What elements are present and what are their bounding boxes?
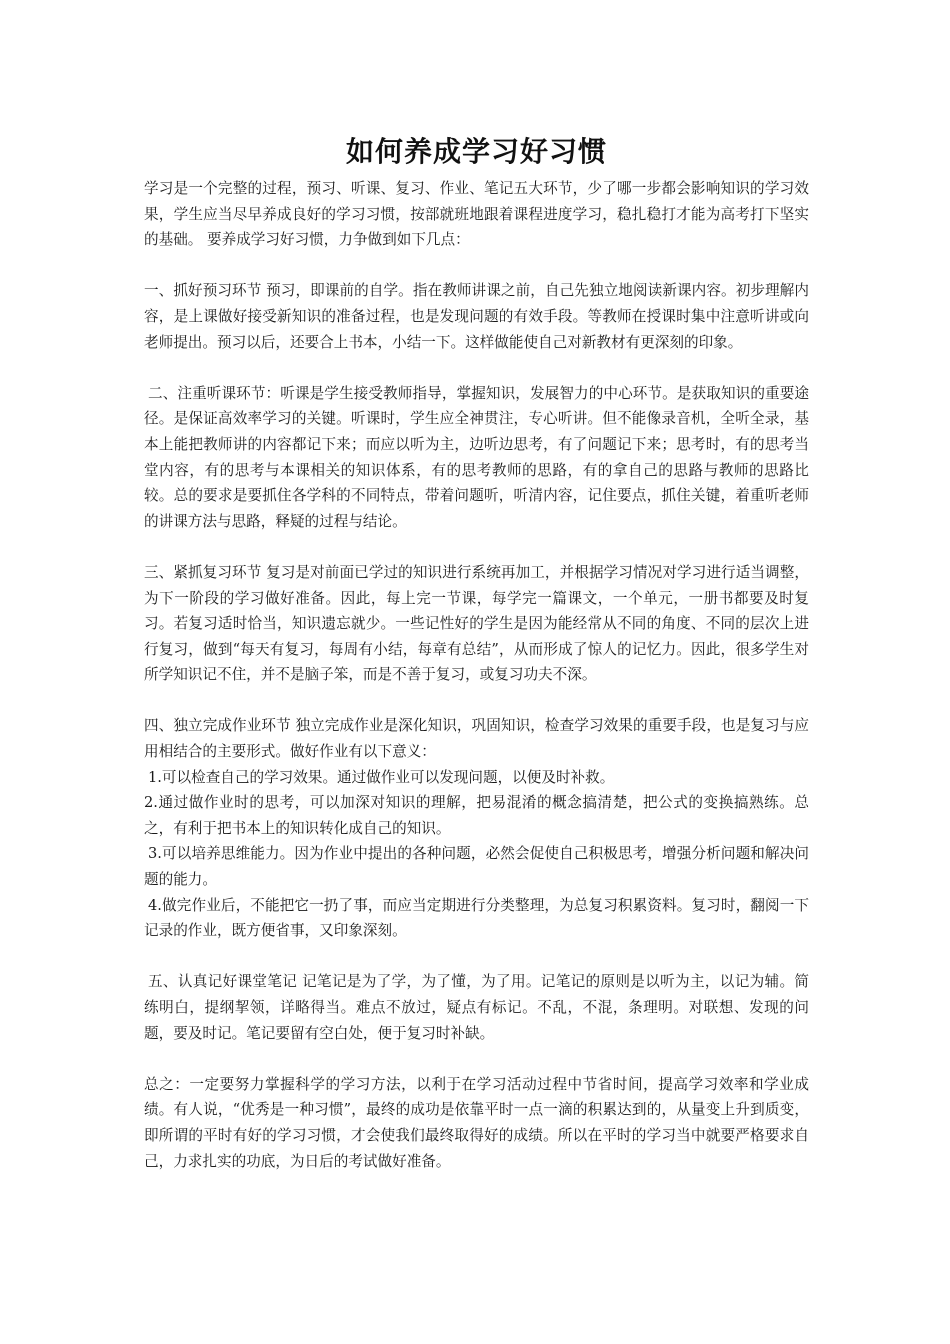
homework-list-item: 4.做完作业后，不能把它一扔了事，而应当定期进行分类整理，为总复习积累资料。复习时，翻阅一下记录的作业，既方便省事，又印象深刻。 [144,896,809,940]
paragraph-gap [144,1046,809,1072]
section-homework-paragraph: 四、独立完成作业环节 独立完成作业是深化知识，巩固知识，检查学习效果的重要手段，也是复习与应用相结合的主要形式。做好作业有以下意义： [144,717,809,761]
paragraph-gap [144,534,809,560]
document-title: 如何养成学习好习惯 [345,135,607,168]
paragraph-gap [144,688,809,714]
paragraph-gap [144,944,809,970]
section-listening-paragraph: 二、注重听课环节：听课是学生接受教师指导，掌握知识，发展智力的中心环节。是获取知识的重要途径。是保证高效率学习的关键。听课时，学生应全神贯注，专心听讲。但不能像录音机，全听全录，基本上能把教师讲的内容都记下来；而应以听为主，边听边思考，有了问题记下来；思考时，有的思考当堂内容，有的思考与本课相关的知识体系，有的思考教师的思路，有的拿自己的思路与教师的思路比较。总的要求是要抓住各学科的不同特点，带着问题听，听清内容，记住要点，抓住关键，着重听老师的讲课方法与思路，释疑的过程与结论。 [144,384,809,530]
intro-paragraph: 学习是一个完整的过程，预习、听课、复习、作业、笔记五大环节，少了哪一步都会影响知识的学习效果，学生应当尽早养成良好的学习习惯，按部就班地跟着课程进度学习，稳扎稳打才能为高考打下坚实的基础。 要养成学习好习惯，力争做到如下几点： [144,180,809,249]
homework-list-item: 2.通过做作业时的思考，可以加深对知识的理解，把易混淆的概念搞清楚，把公式的变换搞熟练。总之，有利于把书本上的知识转化成自己的知识。 [144,794,809,837]
section-notes-paragraph: 五、认真记好课堂笔记 记笔记是为了学，为了懂，为了用。记笔记的原则是以听为主，以记为辅。简练明白，提纲挈领，详略得当。难点不放过，疑点有标记。不乱，不混，条理明。对联想、发现的问题，要及时记。笔记要留有空白处，便于复习时补缺。 [144,973,809,1042]
section-preview-paragraph: 一、抓好预习环节 预习，即课前的自学。指在教师讲课之前，自己先独立地阅读新课内容。初步理解内容，是上课做好接受新知识的准备过程，也是发现问题的有效手段。等教师在授课时集中注意听讲或向老师提出。预习以后，还要合上书本，小结一下。这样做能使自己对新教材有更深刻的印象。 [144,282,809,351]
homework-list-item: 1.可以检查自己的学习效果。通过做作业可以发现问题，以便及时补救。 [148,768,615,786]
homework-list-item: 3.可以培养思维能力。因为作业中提出的各种问题，必然会促使自己积极思考，增强分析问题和解决问题的能力。 [144,845,809,889]
document-body [144,128,809,1174]
paragraph-gap [144,355,809,381]
section-review-paragraph: 三、紧抓复习环节 复习是对前面已学过的知识进行系统再加工，并根据学习情况对学习进行适当调整，为下一阶段的学习做好准备。因此，每上完一节课，每学完一篇课文，一个单元，一册书都要及时复习。若复习适时恰当，知识遗忘就少。一些记性好的学生是因为能经常从不同的角度、不同的层次上进行复习，做到“每天有复习，每周有小结，每章有总结”，从而形成了惊人的记忆力。因此，很多学生对所学知识记不住，并不是脑子笨，而是不善于复习，或复习功夫不深。 [144,563,809,684]
paragraph-gap [144,253,809,279]
conclusion-paragraph: 总之：一定要努力掌握科学的学习方法，以利于在学习活动过程中节省时间，提高学习效率和学业成绩。有人说，“优秀是一种习惯”，最终的成功是依靠平时一点一滴的积累达到的，从量变上升到质变，即所谓的平时有好的学习习惯，才会使我们最终取得好的成绩。所以在平时的学习当中就要严格要求自己，力求扎实的功底，为日后的考试做好准备。 [144,1075,809,1170]
